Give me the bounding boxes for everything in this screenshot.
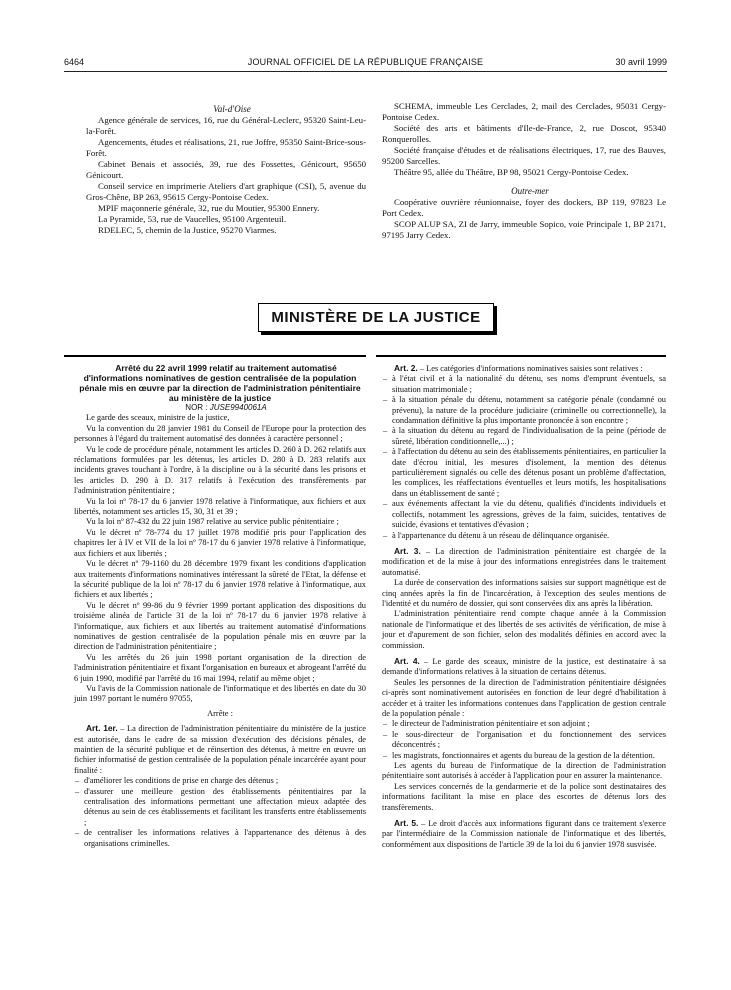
visa-paragraph: Vu le code de procédure pénale, notamment les articles D. 260 à D. 262 relatifs aux réclamations formulées par les détenus, les articles D. 280 à D. 283 relatifs aux incidents graves touchant à l'ordre, à la discipline ou à la sécurité dans les prisons et les articles D. 290 à D. 317 relatifs à l'exécution des transfèrements par l'administration pénitentiaire ; <box>74 444 366 496</box>
article-4-paragraph: Seules les personnes de la direction de l'administration pénitentiaire désignées ci-après sont nominativement autorisées en fonction de leur degré d'habilitation à accéder et à traiter les informations contenues dans l'application de gestion centrale de la population pénale : <box>382 677 666 718</box>
company-entry: Coopérative ouvrière réunionnaise, foyer des dockers, BP 119, 97823 Le Port Cedex. <box>382 197 666 218</box>
journal-title: JOURNAL OFFICIEL DE LA RÉPUBLIQUE FRANÇAISE <box>247 57 484 67</box>
article-1-list <box>74 776 366 849</box>
issue-date: 30 avril 1999 <box>615 57 667 67</box>
company-entry: Cabinet Benais et associés, 39, rue des Fossettes, Génicourt, 95650 Génicourt. <box>86 159 366 180</box>
company-entry: Agence générale de services, 16, rue du Général-Leclerc, 95320 Saint-Leu-la-Forêt. <box>86 115 366 136</box>
visa-paragraph: Vu la loi nº 87-432 du 22 juin 1987 relative au service public pénitentiaire ; <box>86 517 339 527</box>
article-2 <box>382 363 666 374</box>
company-entry: RDELEC, 5, chemin de la Justice, 95270 Viarmes. <box>98 225 277 235</box>
section-rule <box>376 355 666 357</box>
article-1-label: Art. 1er. <box>86 723 118 734</box>
list-item: – aux événements affectant la vie du détenu, qualifiés d'incidents individuels et collectifs, notamment les agressions, grèves de la faim, suicides, tentatives de suicide, évasions et tentatives d'évasion ; <box>392 499 666 530</box>
article-4-paragraph: Les agents du bureau de l'informatique de la direction de l'administration pénitentiaire sont autorisés à accéder à l'application pour en assurer la maintenance. <box>382 761 666 781</box>
decree-right-column <box>382 363 666 850</box>
company-entry: La Pyramide, 53, rue de Vaucelles, 95100 Argenteuil. <box>98 214 287 224</box>
list-item: – à l'état civil et à la nationalité du détenu, ses noms d'emprunt éventuels, sa situation matrimoniale ; <box>392 374 666 395</box>
visa-paragraph: Vu la loi nº 78-17 du 6 janvier 1978 relative à l'informatique, aux fichiers et aux libertés, notamment ses articles 15, 30, 31 et 39 ; <box>74 496 366 517</box>
company-entry: Conseil service en imprimerie Ateliers d'art graphique (CSI), 5, avenue du Gros-Chêne, BP 263, 95615 Cergy-Pontoise Cedex. <box>86 181 366 202</box>
list-item: – de centraliser les informations relatives à l'appartenance des détenus à des organisations criminelles. <box>84 828 366 849</box>
arrete-heading: Arrête : <box>207 708 233 718</box>
article-4-list <box>382 719 666 761</box>
article-3-label: Art. 3. <box>394 545 421 556</box>
company-entry: Théâtre 95, allée du Théâtre, BP 98, 95021 Cergy-Pontoise Cedex. <box>394 167 629 177</box>
list-item: – d'améliorer les conditions de prise en charge des détenus ; <box>84 776 366 786</box>
nor-label: NOR : <box>185 403 208 412</box>
article-2-label: Art. 2. <box>394 363 418 373</box>
article-4-text: – Le garde des sceaux, ministre de la justice, est destinataire à sa demande d'informations relatives à la situation de certains détenus. <box>382 656 666 677</box>
section-rule <box>64 355 366 357</box>
ministry-heading-box: MINISTÈRE DE LA JUSTICE <box>258 303 494 332</box>
article-5-label: Art. 5. <box>394 818 419 829</box>
region-heading-val-d-oise: Val-d'Oise <box>213 104 251 114</box>
decree-intro: Le garde des sceaux, ministre de la justice, <box>86 413 230 423</box>
article-3 <box>382 546 666 578</box>
article-4-paragraph: Les services concernés de la gendarmerie et de la police sont destinataires des informations facilitant la mise en place des escortes de détenus lors des transfèrements. <box>382 781 666 812</box>
region-heading-outre-mer: Outre-mer <box>511 186 549 196</box>
nor-value: JUSE9940061A <box>209 403 267 412</box>
company-entry: SCHEMA, immeuble Les Cerclades, 2, mail des Cerclades, 95031 Cergy-Pontoise Cedex. <box>382 101 666 122</box>
list-item: – d'assurer une meilleure gestion des établissements pénitentiaires par la centralisation des informations permettant une affectation mieux adaptée des détenus au sein de ces établissements et facilitant les transferts entre établissements ; <box>84 787 366 829</box>
company-entry: SCOP ALUP SA, ZI de Jarry, immeuble Sopico, voie Principale 1, BP 2171, 97195 Jarry Cedex. <box>382 219 666 240</box>
top-right-column <box>382 101 666 241</box>
list-item: – à l'appartenance du détenu à un réseau de délinquance organisée. <box>392 531 666 541</box>
list-item: – les magistrats, fonctionnaires et agents du bureau de la gestion de la détention. <box>392 751 666 761</box>
list-item: – à l'affectation du détenu au sein des établissements pénitentiaires, en particulier la date d'écrou initial, les mesures d'isolement, la mention des détenus particulièrement signalés ou celle des détenus posant un problème d'affectation, les complices, les réaffectations éventuelles et leurs motifs, les hospitalisations dans un établissement de santé ; <box>392 447 666 499</box>
visa-paragraph: Vu l'avis de la Commission nationale de l'informatique et des libertés en date du 30 juin 1997 portant le numéro 97055, <box>74 683 366 704</box>
top-left-column <box>86 104 366 236</box>
decree-title: Arrêté du 22 avril 1999 relatif au traitement automatisé d'informations nominatives de gestion centralisée de la population pénale mis en œuvre par la direction de l'administration pénitentiaire au ministère de la justice <box>79 363 361 403</box>
company-entry: Société des arts et bâtiments d'Ile-de-France, 2, rue Doscot, 95340 Ronquerolles. <box>382 123 666 144</box>
list-item: – le directeur de l'administration pénitentiaire et son adjoint ; <box>392 719 666 729</box>
company-entry: Société française d'études et de réalisations électriques, 17, rue des Bauves, 95200 Sarcelles. <box>382 145 666 166</box>
article-5 <box>382 818 666 850</box>
page-number: 6464 <box>64 57 85 67</box>
visa-paragraph: Vu le décret nº 79-1160 du 28 décembre 1979 fixant les conditions d'application aux traitements d'informations nominatives intéressant la sûreté de l'Etat, la défense et la sécurité publique de la loi nº 78-17 du 6 janvier 1978 relative à l'informatique, aux fichiers et aux libertés ; <box>74 559 366 600</box>
visa-paragraph: Vu la convention du 28 janvier 1981 du Conseil de l'Europe pour la protection des personnes à l'égard du traitement automatisé des données à caractère personnel ; <box>74 423 366 444</box>
company-entry: MPIF maçonnerie générale, 32, rue du Moutier, 95300 Ennery. <box>98 203 320 213</box>
visa-paragraph: Vu les arrêtés du 26 juin 1998 portant organisation de la direction de l'administration pénitentiaire et fixant l'organisation en bureaux et abrogeant l'arrêté du 6 juin 1990, modifié par l'arrêté du 16 mai 1994, relatif au même objet ; <box>74 652 366 683</box>
article-3-paragraph: L'administration pénitentiaire rend compte chaque année à la Commission nationale de l'informatique et des libertés de ses activités de vérification, de mise à jour et d'apurement de son fichier, selon des modalités définies en accord avec la commission. <box>382 609 666 650</box>
decree-left-column <box>74 363 366 849</box>
list-item: – à la situation du détenu au regard de l'individualisation de la peine (période de sûreté, libération conditionnelle,...) ; <box>392 426 666 447</box>
list-item: – le sous-directeur de l'organisation et du fonctionnement des services déconcentrés ; <box>392 730 666 751</box>
visa-paragraph: Vu le décret nº 78-774 du 17 juillet 1978 modifié pris pour l'application des chapitres Ier à IV et VII de la loi nº 78-17 du 6 janvier 1978 relative à l'informatique, aux fichiers et aux libertés ; <box>74 527 366 558</box>
page-header <box>64 55 667 72</box>
nor-reference <box>74 403 366 413</box>
article-4 <box>382 656 666 678</box>
list-item: – à la situation pénale du détenu, notamment sa catégorie pénale (condamné ou prévenu), la nature de la procédure judiciaire (criminelle ou correctionnelle), la condamnation définitive la plus importante prononcée à son encontre ; <box>392 395 666 426</box>
article-1 <box>74 723 366 776</box>
article-3-paragraph: La durée de conservation des informations saisies sur support magnétique est de cinq années après la fin de l'incarcération, à l'exception des seules mentions de l'identité et du numéro de dossier, qui sont conservées dix ans après la libération. <box>382 578 666 608</box>
article-4-label: Art. 4. <box>394 655 420 666</box>
article-2-text: – Les catégories d'informations nominatives saisies sont relatives : <box>417 364 643 373</box>
company-entry: Agencements, études et réalisations, 21, rue Joffre, 95350 Saint-Brice-sous-Forêt. <box>86 137 366 158</box>
article-3-text: – La direction de l'administration pénitentiaire est chargée de la modification et de la mise à jour des informations enregistrées dans le traitement automatisé. <box>382 546 666 577</box>
article-1-text: – La direction de l'administration pénitentiaire du ministère de la justice est autorisée, dans le cadre de sa mission d'exécution des décisions pénales, de maintien de la sécurité publique et de réinsertion des détenus, à mettre en œuvre un fichier informatisé de gestion centralisée de la population pénale incarcérée ayant pour finalité : <box>74 724 366 775</box>
article-2-list <box>382 374 666 541</box>
visa-paragraph: Vu le décret nº 99-86 du 9 février 1999 portant application des dispositions du troisième alinéa de l'article 31 de la loi nº 78-17 du 6 janvier 1978 relative à l'informatique, aux fichiers et aux libertés au traitement automatisé d'informations nominatives de gestion centralisée de la population pénale mis en œuvre par la direction de l'administration pénitentiaire ; <box>74 600 366 652</box>
article-5-text: – Le droit d'accès aux informations figurant dans ce traitement s'exerce par l'intermédiaire de la Commission nationale de l'informatique et des libertés, conformément aux dispositions de l'article 39 de la loi du 6 janvier 1978 susvisée. <box>382 819 666 849</box>
